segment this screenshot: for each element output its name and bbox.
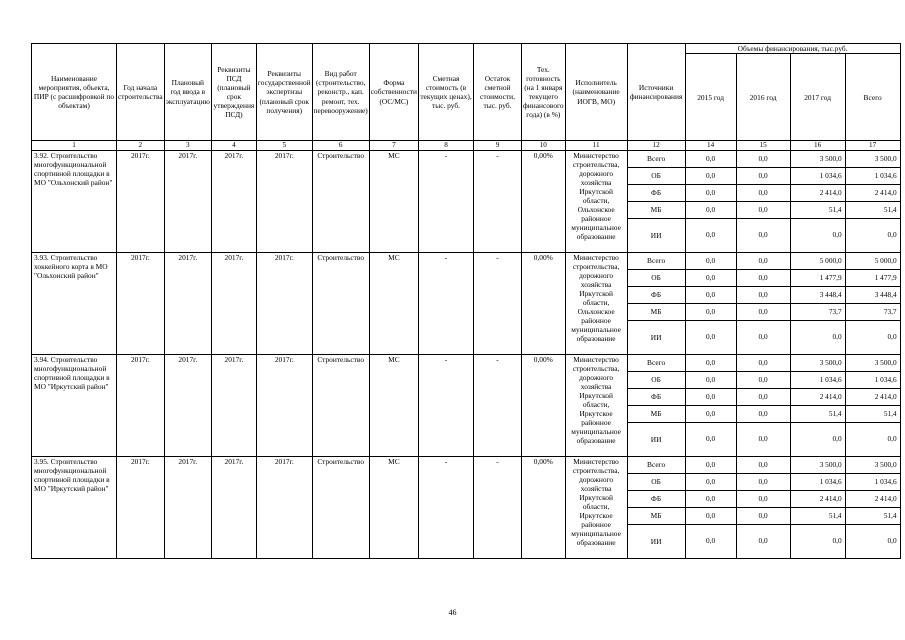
- estimated-cost: -: [419, 253, 474, 355]
- header-name: Наименование мероприятия, объекта, ПИР (с расшифровкой по объектам): [32, 44, 117, 141]
- table-row: [32, 355, 901, 372]
- value-2016: 0,0: [736, 491, 790, 508]
- ownership-form: МС: [369, 355, 418, 457]
- estimated-cost: -: [419, 151, 474, 253]
- value-2017: 1 034,6: [790, 474, 845, 491]
- start-year: 2017г.: [117, 457, 165, 559]
- value-2017: 3 500,0: [790, 457, 845, 474]
- expertise-date: 2017г.: [256, 151, 312, 253]
- value-2016: 0,0: [736, 474, 790, 491]
- value-2017: 0,0: [790, 321, 845, 355]
- funding-source: ФБ: [627, 491, 685, 508]
- value-total: 1 034,6: [845, 372, 900, 389]
- value-2017: 1 034,6: [790, 372, 845, 389]
- value-2015: 0,0: [685, 168, 736, 185]
- page-number: 46: [448, 608, 457, 617]
- value-total: 0,0: [845, 321, 900, 355]
- remaining-cost: -: [474, 355, 522, 457]
- executor: Министерство строительства, дорожного хозяйства Иркутской области, Иркутское районное муниципальное образование: [565, 355, 627, 457]
- readiness-percent: 0,00%: [522, 457, 566, 559]
- value-2016: 0,0: [736, 202, 790, 219]
- start-year: 2017г.: [117, 355, 165, 457]
- column-number: 9: [474, 141, 522, 151]
- header-readiness: Тех. готовность (на 1 января текущего финансового года) (в %): [522, 44, 566, 141]
- value-2017: 51,4: [790, 406, 845, 423]
- value-2017: 5 000,0: [790, 253, 845, 270]
- remaining-cost: -: [474, 457, 522, 559]
- value-2015: 0,0: [685, 287, 736, 304]
- header-total: Всего: [845, 54, 900, 141]
- column-number: 12: [627, 141, 685, 151]
- value-total: 2 414,0: [845, 491, 900, 508]
- object-name: 3.94. Строительство многофункциональной спортивной площадки в МО "Иркутский район": [32, 355, 117, 457]
- value-2016: 0,0: [736, 389, 790, 406]
- value-2016: 0,0: [736, 423, 790, 457]
- value-total: 0,0: [845, 525, 900, 559]
- header-executor: Исполнитель (наименование ИОГВ, МО): [565, 44, 627, 141]
- funding-source: МБ: [627, 202, 685, 219]
- value-2016: 0,0: [736, 253, 790, 270]
- work-type: Строительство: [312, 457, 369, 559]
- table-row: [32, 253, 901, 270]
- value-2016: 0,0: [736, 151, 790, 168]
- value-2015: 0,0: [685, 270, 736, 287]
- value-total: 3 500,0: [845, 355, 900, 372]
- funding-source: ОБ: [627, 270, 685, 287]
- column-number: 11: [565, 141, 627, 151]
- value-2017: 0,0: [790, 219, 845, 253]
- header-ownership: Форма собственности (ОС/МС): [369, 44, 418, 141]
- psd-date: 2017г.: [211, 457, 256, 559]
- financing-table: [31, 43, 901, 559]
- value-total: 2 414,0: [845, 389, 900, 406]
- plan-year: 2017г.: [164, 457, 211, 559]
- funding-source: ФБ: [627, 389, 685, 406]
- funding-source: МБ: [627, 508, 685, 525]
- ownership-form: МС: [369, 151, 418, 253]
- value-2017: 0,0: [790, 423, 845, 457]
- executor: Министерство строительства, дорожного хозяйства Иркутской области, Ольхонское районное муниципальное образование: [565, 253, 627, 355]
- column-number: 7: [369, 141, 418, 151]
- value-total: 5 000,0: [845, 253, 900, 270]
- ownership-form: МС: [369, 457, 418, 559]
- value-2015: 0,0: [685, 406, 736, 423]
- value-2016: 0,0: [736, 355, 790, 372]
- funding-source: ОБ: [627, 474, 685, 491]
- value-2017: 51,4: [790, 202, 845, 219]
- column-number: 2: [117, 141, 165, 151]
- value-2015: 0,0: [685, 372, 736, 389]
- funding-source: Всего: [627, 151, 685, 168]
- psd-date: 2017г.: [211, 151, 256, 253]
- column-number: 17: [845, 141, 900, 151]
- object-name: 3.95. Строительство многофункциональной спортивной площадки в МО "Иркутский район": [32, 457, 117, 559]
- table-row: [32, 457, 901, 474]
- value-2016: 0,0: [736, 287, 790, 304]
- expertise-date: 2017г.: [256, 253, 312, 355]
- column-number: 16: [790, 141, 845, 151]
- header-sources: Источники финансирования: [627, 44, 685, 141]
- column-number: 3: [164, 141, 211, 151]
- funding-source: МБ: [627, 304, 685, 321]
- remaining-cost: -: [474, 151, 522, 253]
- work-type: Строительство: [312, 355, 369, 457]
- value-2017: 51,4: [790, 508, 845, 525]
- value-2017: 3 448,4: [790, 287, 845, 304]
- value-total: 51,4: [845, 406, 900, 423]
- funding-source: ИИ: [627, 219, 685, 253]
- value-2017: 2 414,0: [790, 185, 845, 202]
- readiness-percent: 0,00%: [522, 355, 566, 457]
- value-total: 73,7: [845, 304, 900, 321]
- ownership-form: МС: [369, 253, 418, 355]
- document-page: [31, 43, 901, 559]
- funding-source: ОБ: [627, 372, 685, 389]
- expertise-date: 2017г.: [256, 355, 312, 457]
- funding-source: ОБ: [627, 168, 685, 185]
- value-total: 0,0: [845, 423, 900, 457]
- value-2017: 3 500,0: [790, 355, 845, 372]
- funding-source: ФБ: [627, 287, 685, 304]
- funding-source: Всего: [627, 457, 685, 474]
- value-2015: 0,0: [685, 389, 736, 406]
- column-number: 1: [32, 141, 117, 151]
- value-2015: 0,0: [685, 253, 736, 270]
- funding-source: Всего: [627, 355, 685, 372]
- value-2015: 0,0: [685, 355, 736, 372]
- value-2015: 0,0: [685, 185, 736, 202]
- object-name: 3.93. Строительство хоккейного корта в МО "Ольхонский район": [32, 253, 117, 355]
- funding-source: ИИ: [627, 321, 685, 355]
- column-number-row: [32, 141, 901, 151]
- readiness-percent: 0,00%: [522, 253, 566, 355]
- funding-source: МБ: [627, 406, 685, 423]
- header-work-type: Вид работ (строительство, реконстр., кап. ремонт, тех. перевооружение): [312, 44, 369, 141]
- header-funding-group: Объемы финансирования, тыс.руб.: [685, 44, 900, 54]
- funding-source: ФБ: [627, 185, 685, 202]
- plan-year: 2017г.: [164, 355, 211, 457]
- value-2015: 0,0: [685, 457, 736, 474]
- funding-source: ИИ: [627, 525, 685, 559]
- value-2016: 0,0: [736, 270, 790, 287]
- expertise-date: 2017г.: [256, 457, 312, 559]
- value-2016: 0,0: [736, 508, 790, 525]
- estimated-cost: -: [419, 355, 474, 457]
- value-total: 2 414,0: [845, 185, 900, 202]
- value-2017: 2 414,0: [790, 491, 845, 508]
- value-2016: 0,0: [736, 185, 790, 202]
- value-2015: 0,0: [685, 525, 736, 559]
- value-2017: 2 414,0: [790, 389, 845, 406]
- readiness-percent: 0,00%: [522, 151, 566, 253]
- value-2016: 0,0: [736, 372, 790, 389]
- value-total: 51,4: [845, 508, 900, 525]
- plan-year: 2017г.: [164, 151, 211, 253]
- work-type: Строительство: [312, 151, 369, 253]
- value-2015: 0,0: [685, 151, 736, 168]
- estimated-cost: -: [419, 457, 474, 559]
- column-number: 15: [736, 141, 790, 151]
- value-2016: 0,0: [736, 219, 790, 253]
- value-2016: 0,0: [736, 321, 790, 355]
- value-total: 1 477,9: [845, 270, 900, 287]
- value-2017: 1 034,6: [790, 168, 845, 185]
- column-number: 5: [256, 141, 312, 151]
- value-2015: 0,0: [685, 202, 736, 219]
- value-2016: 0,0: [736, 525, 790, 559]
- value-total: 1 034,6: [845, 474, 900, 491]
- value-2016: 0,0: [736, 406, 790, 423]
- value-2017: 73,7: [790, 304, 845, 321]
- value-2017: 3 500,0: [790, 151, 845, 168]
- header-estimated-cost: Сметная стоимость (в текущих ценах), тыс. руб.: [419, 44, 474, 141]
- header-year-2017: 2017 год: [790, 54, 845, 141]
- value-2015: 0,0: [685, 321, 736, 355]
- object-name: 3.92. Строительство многофункциональной спортивной площадки в МО "Ольхонский район": [32, 151, 117, 253]
- work-type: Строительство: [312, 253, 369, 355]
- funding-source: Всего: [627, 253, 685, 270]
- value-total: 3 500,0: [845, 151, 900, 168]
- plan-year: 2017г.: [164, 253, 211, 355]
- funding-source: ИИ: [627, 423, 685, 457]
- value-total: 51,4: [845, 202, 900, 219]
- executor: Министерство строительства, дорожного хозяйства Иркутской области, Ольхонское районное муниципальное образование: [565, 151, 627, 253]
- value-2015: 0,0: [685, 423, 736, 457]
- value-2017: 1 477,9: [790, 270, 845, 287]
- executor: Министерство строительства, дорожного хозяйства Иркутской области, Иркутское районное муниципальное образование: [565, 457, 627, 559]
- column-number: 14: [685, 141, 736, 151]
- value-2015: 0,0: [685, 304, 736, 321]
- psd-date: 2017г.: [211, 355, 256, 457]
- header-expertise: Реквизиты государственной экспертизы (плановый срок получения): [256, 44, 312, 141]
- remaining-cost: -: [474, 253, 522, 355]
- value-2015: 0,0: [685, 508, 736, 525]
- column-number: 10: [522, 141, 566, 151]
- value-total: 0,0: [845, 219, 900, 253]
- value-2016: 0,0: [736, 168, 790, 185]
- column-number: 8: [419, 141, 474, 151]
- value-2015: 0,0: [685, 474, 736, 491]
- value-2015: 0,0: [685, 491, 736, 508]
- header-remaining-cost: Остаток сметной стоимости, тыс. руб.: [474, 44, 522, 141]
- start-year: 2017г.: [117, 151, 165, 253]
- header-psd: Реквизиты ПСД (плановый срок утверждения ПСД): [211, 44, 256, 141]
- header-plan-year: Плановый год ввода в эксплуатацию: [164, 44, 211, 141]
- header-start-year: Год начала строительства: [117, 44, 165, 141]
- column-number: 6: [312, 141, 369, 151]
- value-2015: 0,0: [685, 219, 736, 253]
- column-number: 4: [211, 141, 256, 151]
- table-row: [32, 151, 901, 168]
- value-2017: 0,0: [790, 525, 845, 559]
- value-total: 3 448,4: [845, 287, 900, 304]
- header-year-2016: 2016 год: [736, 54, 790, 141]
- header-year-2015: 2015 год: [685, 54, 736, 141]
- value-total: 1 034,6: [845, 168, 900, 185]
- start-year: 2017г.: [117, 253, 165, 355]
- psd-date: 2017г.: [211, 253, 256, 355]
- value-2016: 0,0: [736, 457, 790, 474]
- value-2016: 0,0: [736, 304, 790, 321]
- value-total: 3 500,0: [845, 457, 900, 474]
